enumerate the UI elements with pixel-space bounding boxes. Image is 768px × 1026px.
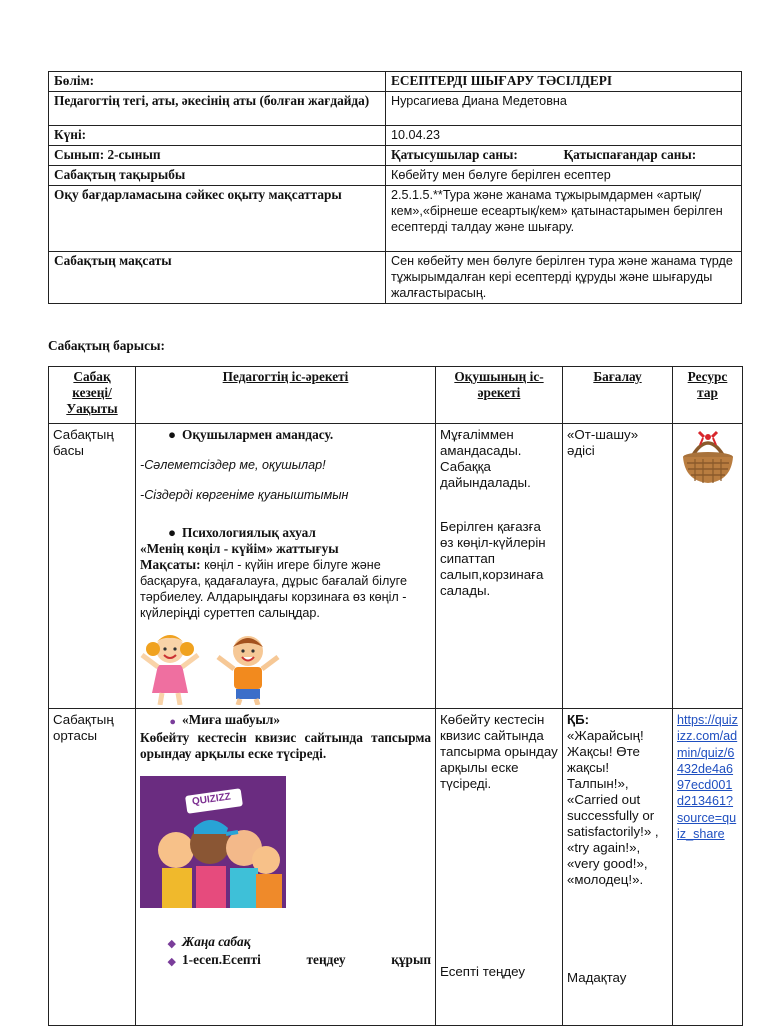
- attendance-cell: [386, 146, 742, 166]
- student-greet: Мұғаліммен амандасады. Сабаққа дайындалады.: [440, 427, 531, 490]
- greeting-line: -Сәлеметсіздер ме, оқушылар!: [140, 458, 326, 472]
- section-value: ЕСЕПТЕРДІ ШЫҒАРУ ТӘСІЛДЕРІ: [386, 72, 742, 92]
- objective-value: Сен көбейту мен бөлуге берілген тура және жанама түрде тұжырымдалған кері есептерді құруды және шығаруды жалғастырасың.: [386, 252, 742, 304]
- kb-label: ҚБ:: [567, 712, 590, 727]
- teacher-actions-beginning: [136, 424, 436, 709]
- assessment-middle: [563, 709, 673, 1026]
- teacher-value: Нурсагиева Диана Медетовна: [386, 92, 742, 126]
- absent-label: Қатыспағандар саны:: [563, 147, 697, 162]
- bullet-icon: ●: [167, 525, 176, 540]
- goals-label: Оқу бағдарламасына сәйкес оқыту мақсаттары: [49, 186, 386, 252]
- student-quiz: Көбейту кестесін квизис сайтында тапсырма орындау арқылы еске түсіреді.: [440, 712, 558, 791]
- psych-item: ● Психологиялық ахуал: [140, 525, 431, 541]
- col-assessment: Бағалау: [563, 367, 673, 424]
- feedback-text: «Жарайсың! Жақсы! Өте жақсы! Талпын!», «Carried out successfully or satisfactorily!» , «try again!», «very good!», «молодец!».: [567, 728, 659, 887]
- exercise-title: «Менің көңіл - күйім» жаттығуы: [140, 541, 339, 556]
- section-label: Бөлім:: [49, 72, 386, 92]
- progress-title: Сабақтың барысы:: [48, 338, 165, 353]
- bullet-icon: ●: [167, 427, 176, 442]
- brainstorm-item: ● «Миға шабуыл»: [140, 712, 431, 730]
- teacher-actions-middle: [136, 709, 436, 1026]
- aim-label: Мақсаты:: [140, 557, 201, 572]
- resources-middle: [673, 709, 743, 1026]
- stage-beginning: Сабақтың басы: [49, 424, 136, 709]
- basket-icon: [677, 429, 738, 491]
- topic-value: Көбейту мен бөлуге берілген есептер: [386, 166, 742, 186]
- col-stage: Сабақ кезеңі/ Уақыты: [49, 367, 136, 424]
- stage-middle: Сабақтың ортасы: [49, 709, 136, 1026]
- student-actions-beginning: [436, 424, 563, 709]
- resources-beginning: [673, 424, 743, 709]
- glad-line: -Сіздерді көргеніме қуаныштымын: [140, 488, 349, 502]
- brainstorm-text: Көбейту кестесін квизис сайтында тапсырма орындау арқылы еске түсіреді.: [140, 730, 431, 761]
- task1-item: ◆ 1-есеп.Есепті теңдеу құрып: [140, 952, 431, 970]
- col-resources: Ресурс тар: [673, 367, 743, 424]
- kids-illustration: [140, 627, 431, 705]
- date-label: Күні:: [49, 126, 386, 146]
- col-student: Оқушының іс-әрекеті: [436, 367, 563, 424]
- objective-label: Сабақтың мақсаты: [49, 252, 386, 304]
- greeting-item: ● Оқушылармен амандасу.: [140, 427, 431, 443]
- student-mood: Берілген қағазға өз көңіл-күйлерін сипаттап салып,корзинаға салады.: [440, 519, 546, 598]
- aim-paragraph: [140, 557, 431, 621]
- new-lesson-item: ◆ Жаңа сабақ: [140, 934, 431, 952]
- class-label: Сынып: 2-сынып: [49, 146, 386, 166]
- bullet-icon: ◆: [167, 938, 176, 950]
- teacher-label: Педагогтің тегі, аты, әкесінің аты (болған жағдайда): [49, 92, 386, 126]
- topic-label: Сабақтың тақырыбы: [49, 166, 386, 186]
- col-teacher: Педагогтің іс-әрекеті: [136, 367, 436, 424]
- lesson-progress-table: [48, 366, 743, 1026]
- student-equation: Есепті теңдеу: [440, 964, 526, 979]
- quizizz-logo-text: QUIZIZZ: [191, 791, 232, 808]
- quizizz-image: [140, 776, 286, 908]
- quizizz-link[interactable]: https://quizizz.com/admin/quiz/6432de4a697ecd001d213461?source=quiz_share: [677, 713, 738, 842]
- goals-value: 2.5.1.5.**Тура және жанама тұжырымдармен «артық/кем»,«бірнеше есеартық/кем» қатынастарымен берілген есептерді талдау және шығару.: [386, 186, 742, 252]
- encourage-text: Мадақтау: [567, 970, 627, 985]
- bullet-icon: ●: [169, 716, 176, 728]
- date-value: 10.04.23: [386, 126, 742, 146]
- bullet-icon: ◆: [167, 956, 176, 968]
- present-label: Қатысушылар саны:: [391, 147, 518, 162]
- aim-text: көңіл - күйін игере білуге және басқаруға, қадағалауға, дұрыс бағалай білуге тәрбиелеу. Алдарыңдағы корзинаға өз көңіл - күйлеріңді суреттеп салыңдар.: [140, 558, 407, 620]
- student-actions-middle: [436, 709, 563, 1026]
- assessment-beginning: «От-шашу» әдісі: [563, 424, 673, 709]
- lesson-info-table: [48, 71, 742, 304]
